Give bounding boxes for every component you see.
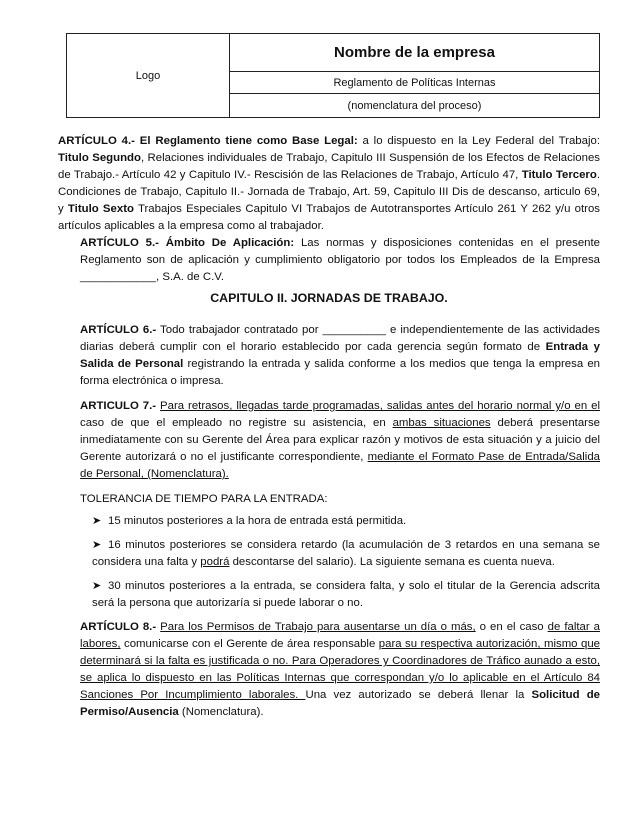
article-4-lead: ARTÍCULO 4.- El Reglamento tiene como Base Legal:: [58, 135, 358, 147]
article-4: [58, 133, 600, 235]
article-4-bold-3: Titulo Sexto: [67, 203, 134, 215]
article-4-text-4: Trabajos Especiales Capitulo VI Trabajos de Autotransportes Artículo 261 Y 262 y/u otros artículos aplicables a la empresa como al trabajador.: [58, 203, 600, 232]
article-6: [80, 322, 600, 390]
arrow-bullet-icon: ➤: [92, 580, 102, 592]
article-6-bold-1: Entrada y Salida de Personal: [80, 341, 600, 370]
article-4-text-3: . Condiciones de Trabajo, Capitulo II.- Jornada de Trabajo, Art. 59, Capitulo III Dis de descanso, articulo 69, y: [58, 169, 600, 215]
tolerance-item-2: [92, 537, 600, 571]
article-8-underline-2: de faltar a labores,: [80, 621, 600, 650]
process-code: (nomenclatura del proceso): [347, 99, 482, 112]
article-6-lead: ARTÍCULO 6.-: [80, 324, 157, 336]
logo-cell: Logo: [67, 34, 230, 117]
article-8-bold-1: Solicitud de Permiso/Ausencia: [80, 689, 600, 718]
article-8-text-4: (Nomenclatura).: [178, 706, 264, 718]
article-4-bold-2: Titulo Tercero: [521, 169, 597, 181]
article-7-text-1: caso de que el empleado no registre su asistencia, en: [80, 417, 393, 429]
article-8-text-2: comunicarse con el Gerente de área responsable: [120, 638, 379, 650]
header-right: [230, 34, 599, 117]
article-7: [80, 398, 600, 483]
article-5-text: Las normas y disposiciones contenidas en el presente Reglamento son de aplicación y cumplimiento obligatorio por todos los Empleados de la Empresa ____________, S.A. de C.V.: [80, 237, 600, 283]
article-7-underline-3: mediante el Formato Pase de Entrada/Salida de Personal, (Nomenclatura).: [80, 451, 600, 480]
article-5-lead: ARTÍCULO 5.- Ámbito De Aplicación:: [80, 237, 295, 249]
article-8-underline-3: para su respectiva autorización, mismo que determinará si la falta es justificada o no. Para Operadores y Coordinadores de Tráfico aunado a esto, se aplica lo dispuesto en las Políticas Internas que correspondan y/o lo aplicable en el Artículo 84 Sanciones Por Incumplimiento laborales.: [80, 638, 600, 701]
article-4-text-2: , Relaciones individuales de Trabajo, Capitulo III Suspensión de los Efectos de Relaciones de Trabajo.- Artículo 42 y Capitulo IV.- Rescisión de las Relaciones de Trabajo, Artículo 47,: [58, 152, 600, 181]
tolerance-title: TOLERANCIA DE TIEMPO PARA LA ENTRADA:: [80, 493, 328, 505]
tolerance-item-2-underline: podrá: [200, 556, 230, 568]
article-4-bold-1: Titulo Segundo: [58, 152, 141, 164]
article-6-text-1: Todo trabajador contratado por __________ e independientemente de las actividades diarias deberá cumplir con el horario establecido por cada gerencia según formato de: [80, 324, 600, 353]
chapter-heading: CAPITULO II. JORNADAS DE TRABAJO.: [210, 291, 448, 305]
article-7-lead: ARTICULO 7.-: [80, 400, 157, 412]
tolerance-item-2-text-b: descontarse del salario). La siguiente semana es cuenta nueva.: [229, 556, 555, 568]
arrow-bullet-icon: ➤: [92, 515, 102, 527]
tolerance-item-1-text: 15 minutos posteriores a la hora de entrada está permitida.: [108, 515, 407, 527]
article-4-text-1: a lo dispuesto en la Ley Federal del Trabajo:: [357, 135, 601, 147]
tolerance-item-1: [92, 513, 600, 530]
document-subtitle: Reglamento de Políticas Internas: [230, 72, 599, 94]
article-8-text-1: o en el caso: [475, 621, 548, 633]
article-7-text-2: deberá presentarse inmediatamente con su Gerente del Área para explicar razón y motivos de esta situación y a juicio del Gerente autorizará o no el justificante correspondiente,: [80, 417, 600, 463]
header-table: [66, 33, 600, 118]
article-8: [80, 619, 600, 721]
article-7-underline-2: ambas situaciones: [392, 417, 491, 429]
tolerance-item-3-text: 30 minutos posteriores a la entrada, se considera falta, y solo el titular de la Gerencia adscrita será la persona que autorizaría si puede laborar o no.: [92, 580, 600, 609]
company-name: Nombre de la empresa: [230, 34, 599, 72]
tolerance-item-3: [92, 578, 600, 612]
tolerance-item-2-text-a: 16 minutos posteriores se considera retardo (la acumulación de 3 retardos en una semana se considera una falta y: [92, 539, 600, 568]
article-7-underline-1: Para retrasos, llegadas tarde programadas, salidas antes del horario normal y/o en el: [160, 400, 600, 412]
arrow-bullet-icon: ➤: [92, 539, 102, 551]
article-8-underline-1: Para los Permisos de Trabajo para ausentarse un día o más,: [160, 621, 476, 633]
article-8-text-3: Una vez autorizado se deberá llenar la: [305, 689, 532, 701]
article-6-text-2: registrando la entrada y salida conforme a los medios que tenga la empresa en forma electrónica o impresa.: [80, 358, 600, 387]
article-5: [80, 235, 600, 286]
article-8-lead: ARTÍCULO 8.-: [80, 621, 157, 633]
